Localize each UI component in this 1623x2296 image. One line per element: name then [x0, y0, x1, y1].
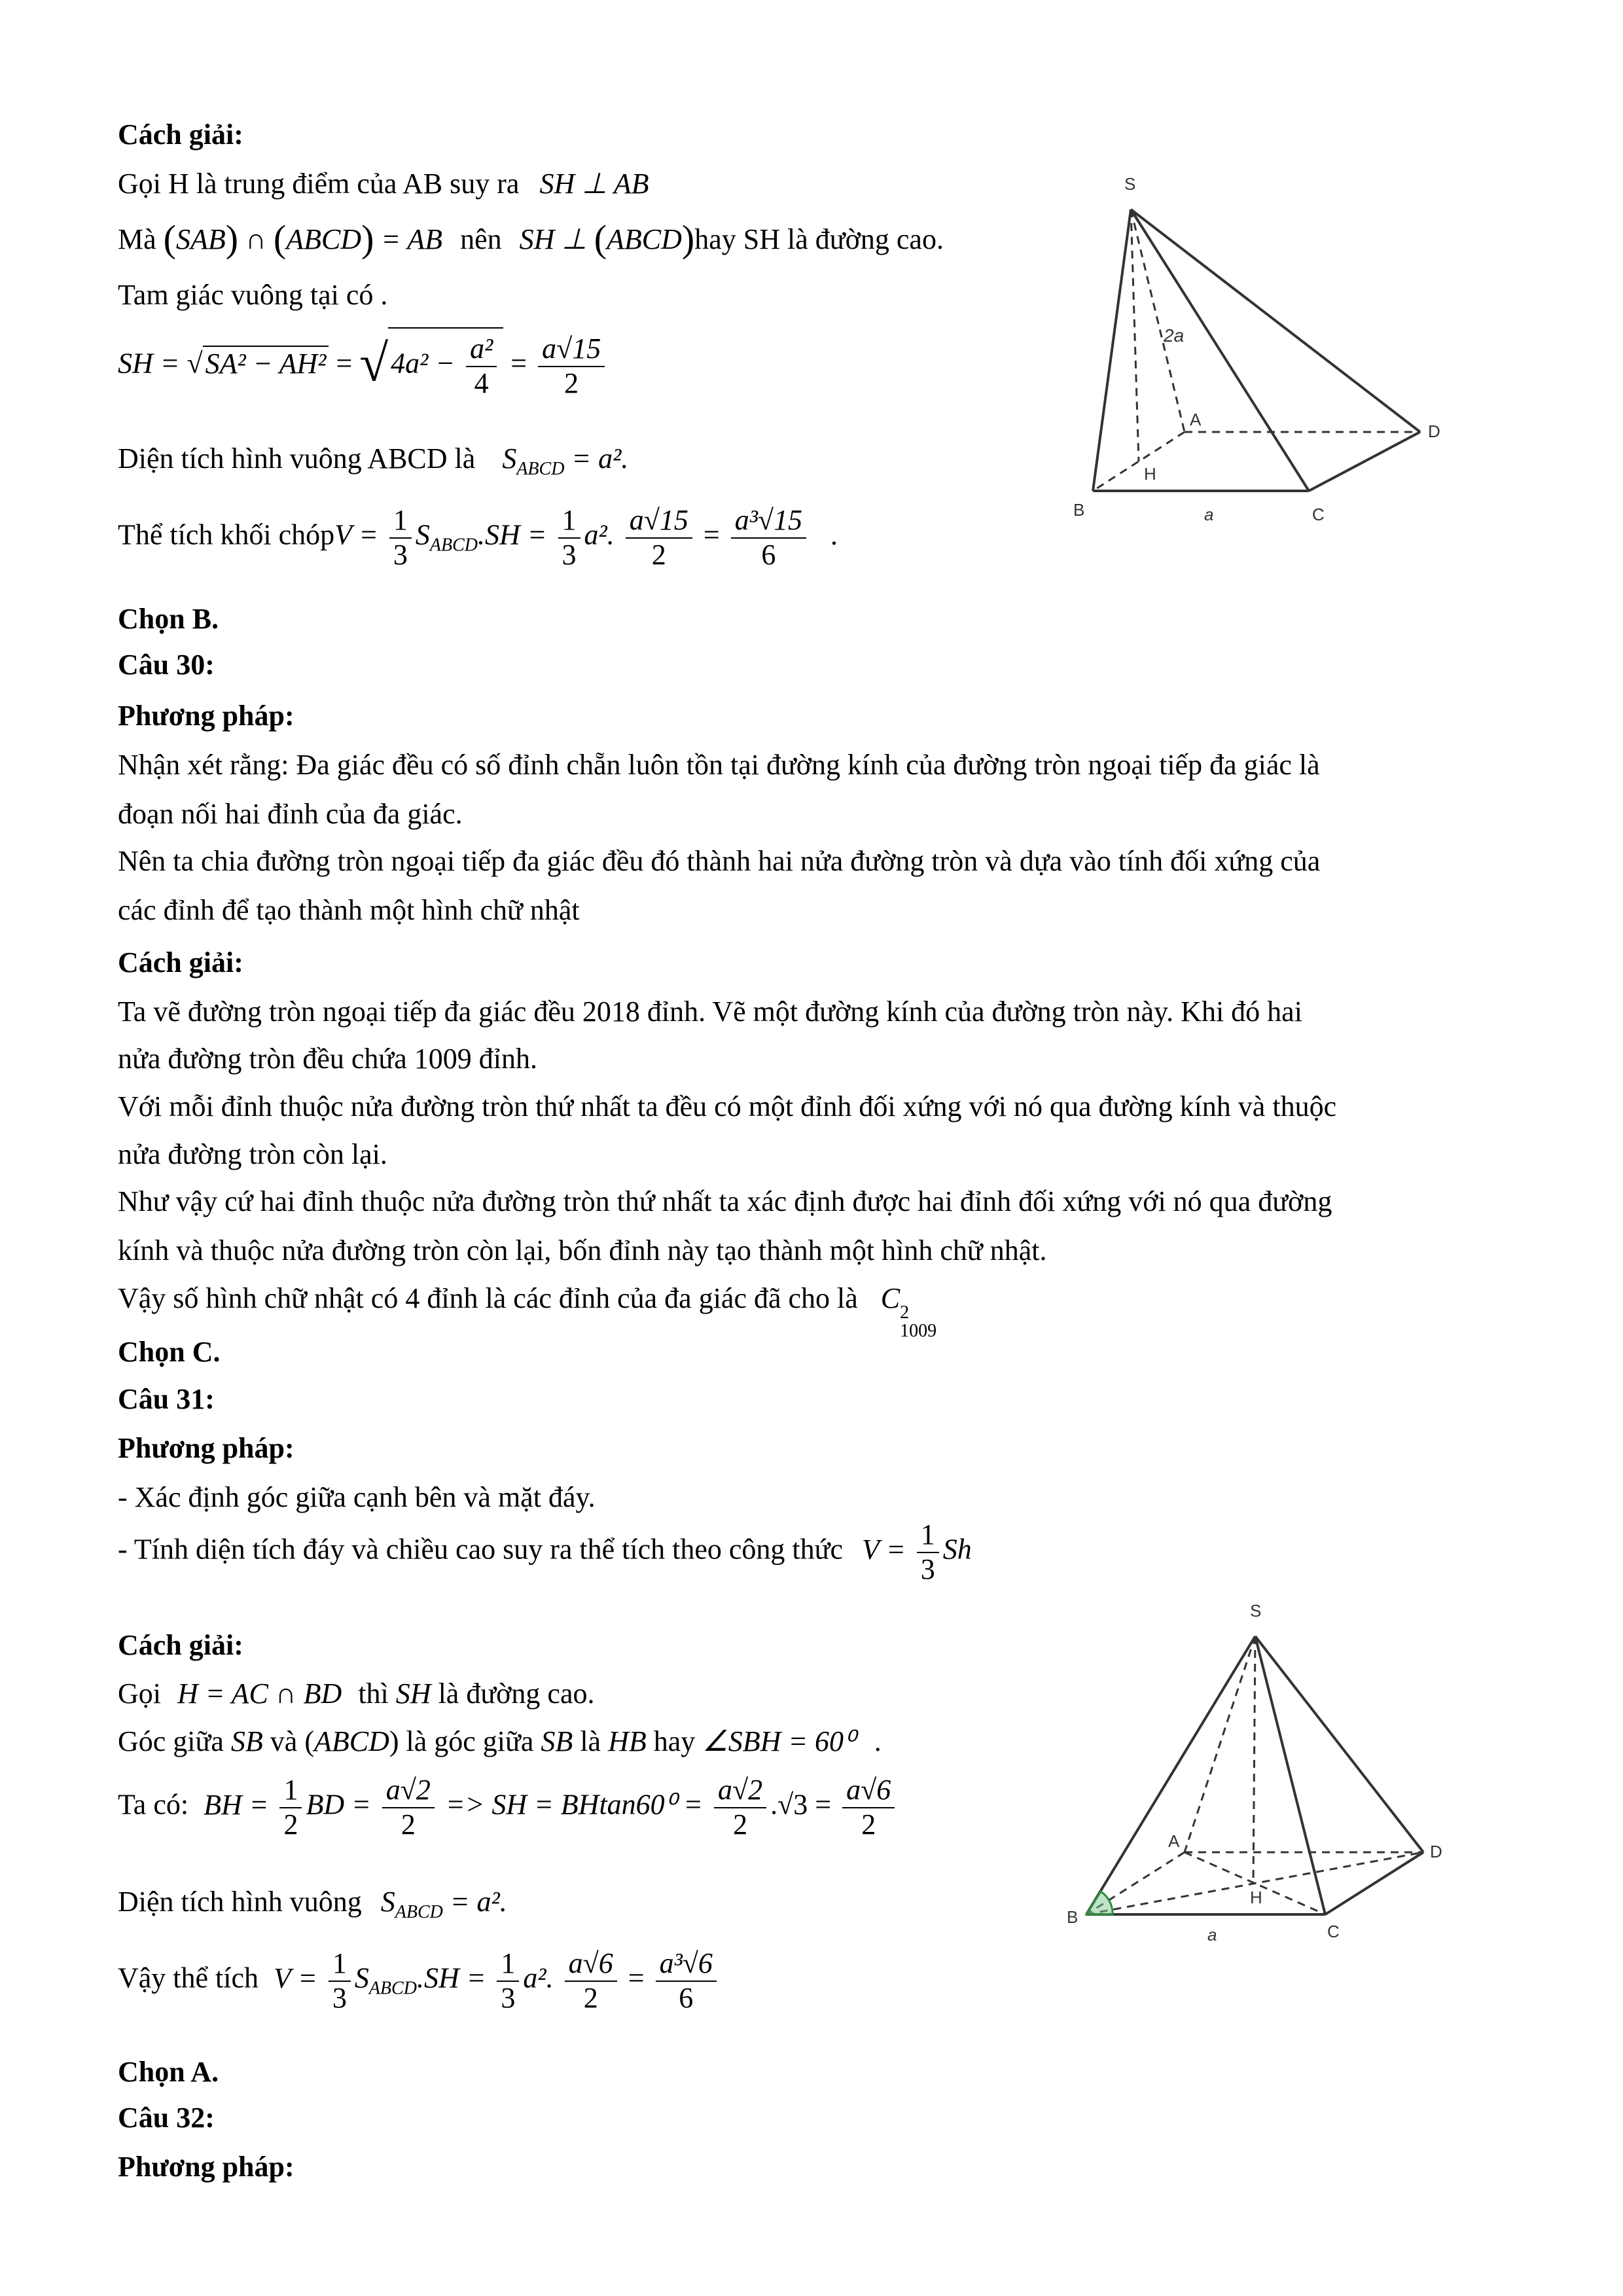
c31-g1-math: H = AC ∩ BD — [177, 1677, 342, 1710]
c30-p2a: Nên ta chia đường tròn ngoại tiếp đa giác đều đó thành hai nửa đường tròn và dựa vào tính đối xứng của — [118, 845, 1321, 877]
fig2-edge-sc — [1255, 1636, 1325, 1914]
fig1-edge-sa — [1131, 209, 1185, 432]
c31-g2-e: hay — [653, 1725, 696, 1757]
c31-t-f2d: 2 — [401, 1808, 416, 1840]
fig1-edge-sd — [1131, 209, 1420, 432]
c29-l2-cap: ∩ — [245, 223, 266, 255]
c31-vol-f1n: 1 — [329, 1947, 351, 1982]
c29-l2-abcd2: ABCD — [607, 223, 682, 255]
c31-t-bh: BH = — [204, 1788, 269, 1821]
c29-vol-sh: .SH = — [478, 518, 547, 551]
c29-vol-text: Thể tích khối chóp — [118, 518, 335, 551]
c31-g2-sb2: SB — [541, 1725, 573, 1757]
c29-sh-fb-num: a√15 — [538, 332, 605, 367]
c30-s4-sub: 1009 — [900, 1321, 937, 1341]
c30-s4 — [118, 1282, 936, 1340]
c30-s3a: Như vậy cứ hai đỉnh thuộc nửa đường tròn thứ nhất ta xác định được hai đỉnh đối xứng với nó qua đường — [118, 1185, 1332, 1217]
c31-area-s: S — [380, 1886, 395, 1918]
c31-vol-s: S — [354, 1962, 369, 1994]
c31-vol-text: Vậy thể tích — [118, 1962, 259, 1994]
c29-l2-abcd: ABCD — [286, 223, 362, 255]
c31-vol-v: V = — [274, 1962, 317, 1994]
c29-l2-pre: Mà — [118, 223, 156, 255]
pyramid-figure-2 — [1060, 1597, 1479, 1964]
c31-volume-line — [118, 1947, 721, 2015]
c29-vol-f2n: 1 — [558, 504, 580, 539]
c29-sh-rad: SA² − AH² — [203, 346, 329, 382]
c31-vol-f2d: 3 — [501, 1981, 516, 2014]
c29-sh-rad2a: 4a² − — [391, 347, 455, 380]
c30-s2b: nửa đường tròn còn lại. — [118, 1138, 387, 1170]
c31-m2-sh: Sh — [942, 1533, 972, 1566]
c29-vol-f4d: 6 — [761, 538, 776, 571]
c29-vol-f1n: 1 — [389, 504, 412, 539]
fig2-edge-sb — [1086, 1636, 1255, 1914]
c29-area-text: Diện tích hình vuông ABCD là — [118, 442, 476, 475]
c31-m2-text: - Tính diện tích đáy và chiều cao suy ra thể tích theo công thức — [118, 1533, 844, 1566]
c31-t-f2n: a√2 — [382, 1774, 435, 1808]
fig1-label-b: B — [1073, 500, 1085, 520]
fig2-label-c: C — [1327, 1922, 1340, 1941]
c31-g1-pre: Gọi — [118, 1677, 161, 1710]
c30-choose: Chọn C. — [118, 1336, 221, 1368]
c29-l2-sh: SH ⊥ — [519, 223, 587, 255]
c31-area-rhs: = a². — [450, 1886, 507, 1918]
c31-g2-a: Góc giữa — [118, 1725, 224, 1757]
c30-title: Câu 30: — [118, 649, 215, 681]
c29-vol-f3d: 2 — [651, 538, 666, 571]
fig2-label-a: A — [1168, 1831, 1180, 1851]
c31-vol-f2n: 1 — [497, 1947, 519, 1982]
c31-area-text: Diện tích hình vuông — [118, 1886, 362, 1918]
c29-line-3: Tam giác vuông tại có . — [118, 279, 388, 311]
c29-l1-math: SH ⊥ AB — [539, 168, 649, 200]
c32-title: Câu 32: — [118, 2102, 215, 2134]
fig2-label-s: S — [1250, 1601, 1262, 1621]
c29-vol-v: V = — [334, 518, 378, 551]
fig2-label-b: B — [1067, 1907, 1079, 1927]
c29-line-1 — [118, 167, 649, 202]
fig2-angle-mark — [1086, 1892, 1113, 1914]
c31-vol-f4n: a³√6 — [656, 1947, 717, 1982]
c31-t-r3: .√3 = — [770, 1788, 832, 1821]
c29-sh-fb-den: 2 — [564, 367, 579, 399]
c31-g2-angle: ∠SBH = 60⁰ — [702, 1725, 855, 1757]
c29-l1-text: Gọi H là trung điểm của AB suy ra — [118, 168, 520, 200]
c29-l2-sab: SAB — [175, 223, 226, 255]
c31-title: Câu 31: — [118, 1383, 215, 1415]
c31-g2-c: ) là góc giữa — [389, 1725, 534, 1757]
c29-sh-eq1: = — [336, 347, 353, 380]
c31-vol-f3d: 2 — [583, 1981, 598, 2014]
fig1-edge-sh — [1131, 209, 1139, 461]
c29-sh-fa-den: 4 — [474, 367, 489, 399]
c31-area-sub: ABCD — [395, 1902, 443, 1922]
c29-vol-eq: = — [703, 518, 720, 551]
c30-solution: Cách giải: — [118, 946, 243, 978]
fig1-label-a-side: a — [1204, 505, 1214, 524]
c29-vol-f2d: 3 — [562, 538, 577, 571]
c29-line-2: Mà (SAB) ∩ (ABCD) = AB nên SH ⊥ (ABCD)hay SH là đường cao. — [118, 217, 944, 260]
fig2-label-h: H — [1250, 1888, 1262, 1907]
c31-t-f1d: 2 — [283, 1808, 298, 1840]
fig1-edge-cd — [1309, 432, 1420, 491]
fig1-label-d: D — [1428, 422, 1440, 441]
c31-g1-sh: SH — [395, 1677, 431, 1710]
c30-s4-c: C — [880, 1282, 901, 1314]
fig2-edge-sd — [1255, 1636, 1423, 1852]
c29-vol-f1d: 3 — [393, 538, 408, 571]
c31-t-f3d: 2 — [733, 1808, 748, 1840]
c29-area-line — [118, 442, 628, 480]
c31-t-f4d: 2 — [861, 1808, 876, 1840]
c31-vol-f3n: a√6 — [565, 1947, 617, 1982]
c31-t-pre: Ta có: — [118, 1788, 189, 1821]
fig1-label-h: H — [1144, 464, 1156, 484]
c29-sh-formula: SH = √SA² − AH² = √4a² − $\frac{\text{a²}}{4}$ = $\frac{a√15}{2}$ — [118, 327, 609, 400]
c31-t-f3n: a√2 — [714, 1774, 766, 1808]
fig1-edge-sb — [1093, 209, 1131, 491]
c31-m2-v: V = — [862, 1533, 906, 1566]
fig1-label-s: S — [1124, 174, 1136, 194]
c30-s3b: kính và thuộc nửa đường tròn còn lại, bốn đỉnh này tạo thành một hình chữ nhật. — [118, 1234, 1047, 1266]
c31-g2-hb: HB — [608, 1725, 647, 1757]
c31-choose: Chọn A. — [118, 2056, 219, 2088]
c29-vol-f4n: a³√15 — [731, 504, 806, 539]
c31-vol-f1d: 3 — [332, 1981, 347, 2014]
c31-g2-d: là — [580, 1725, 601, 1757]
c30-p1a: Nhận xét rằng: Đa giác đều có số đỉnh chẵn luôn tồn tại đường kính của đường tròn ngoại tiếp đa giác là — [118, 749, 1320, 781]
c31-area-line — [118, 1885, 507, 1924]
c31-g2 — [118, 1725, 882, 1759]
c29-vol-end: . — [830, 518, 838, 551]
fig1-label-2a: 2a — [1164, 325, 1185, 346]
c31-m2-fn: 1 — [917, 1518, 939, 1553]
c31-m1: - Xác định góc giữa cạnh bên và mặt đáy. — [118, 1481, 596, 1513]
c30-s2a: Với mỗi đỉnh thuộc nửa đường tròn thứ nhất ta đều có một đỉnh đối xứng với nó qua đường kính và thuộc — [118, 1090, 1337, 1122]
c31-g2-b: và ( — [270, 1725, 314, 1757]
c31-m2-fd: 3 — [920, 1552, 935, 1585]
fig2-label-d: D — [1430, 1842, 1442, 1861]
fig1-label-a: A — [1190, 410, 1202, 429]
c29-volume-line — [118, 504, 838, 571]
c31-vol-sub: ABCD — [368, 1978, 417, 1999]
fig2-label-a-side: a — [1207, 1925, 1217, 1945]
c31-vol-f4d: 6 — [679, 1981, 694, 2014]
c29-vol-s: S — [415, 518, 430, 551]
c31-g1-mid: thì — [358, 1677, 389, 1710]
c29-l2-mid: nên — [460, 223, 502, 255]
c31-g2-abcd: ABCD — [313, 1725, 389, 1757]
c31-vol-sh: .SH = — [416, 1962, 486, 1994]
fig2-edge-sa — [1185, 1636, 1255, 1852]
c29-vol-a2: a². — [584, 518, 615, 551]
c29-vol-sub: ABCD — [429, 535, 478, 556]
c31-m2 — [118, 1518, 972, 1586]
c29-l2-eq: = AB — [381, 223, 443, 255]
c30-s4-text: Vậy số hình chữ nhật có 4 đỉnh là các đỉnh của đa giác đã cho là — [118, 1282, 858, 1314]
c30-p2b: các đỉnh để tạo thành một hình chữ nhật — [118, 894, 580, 926]
c29-vol-f3n: a√15 — [626, 504, 692, 539]
c29-area-s: S — [502, 442, 517, 475]
c31-g1 — [118, 1677, 595, 1712]
c30-method: Phương pháp: — [118, 700, 294, 732]
c31-t-imp: => SH = BHtan60⁰ = — [445, 1788, 703, 1821]
c29-choose: Chọn B. — [118, 603, 219, 635]
fig1-label-c: C — [1312, 505, 1325, 524]
c31-taco — [118, 1774, 899, 1841]
c29-sh-fa-num: a² — [466, 332, 497, 367]
c31-g2-end: . — [874, 1725, 882, 1757]
c31-t-f1n: 1 — [279, 1774, 302, 1808]
c29-sh-eq2: = — [510, 347, 527, 380]
pyramid-figure-1 — [1047, 164, 1466, 543]
c31-g2-sb: SB — [230, 1725, 263, 1757]
c31-g1-post: là đường cao. — [438, 1677, 595, 1710]
c31-method: Phương pháp: — [118, 1432, 294, 1464]
c31-solution: Cách giải: — [118, 1629, 243, 1661]
c30-s4-sup: 2 — [900, 1302, 910, 1323]
c29-area-rhs: = a². — [571, 442, 629, 475]
c31-vol-eq: = — [628, 1962, 645, 1994]
c32-method: Phương pháp: — [118, 2151, 294, 2183]
c31-t-f4n: a√6 — [842, 1774, 895, 1808]
c29-area-sub: ABCD — [516, 459, 565, 479]
c31-vol-a2: a². — [523, 1962, 554, 1994]
c29-solution-heading: Cách giải: — [118, 118, 243, 151]
c31-t-bd: BD = — [306, 1788, 371, 1821]
c30-s1b: nửa đường tròn đều chứa 1009 đỉnh. — [118, 1043, 538, 1075]
c30-p1b: đoạn nối hai đỉnh của đa giác. — [118, 798, 463, 830]
fig2-edge-sh — [1253, 1636, 1255, 1884]
c30-s1a: Ta vẽ đường tròn ngoại tiếp đa giác đều 2018 đỉnh. Vẽ một đường kính của đường tròn này. Khi đó hai — [118, 996, 1302, 1028]
c29-sh-left: SH = — [118, 347, 180, 380]
c29-l2-post: hay SH là đường cao. — [694, 223, 944, 255]
